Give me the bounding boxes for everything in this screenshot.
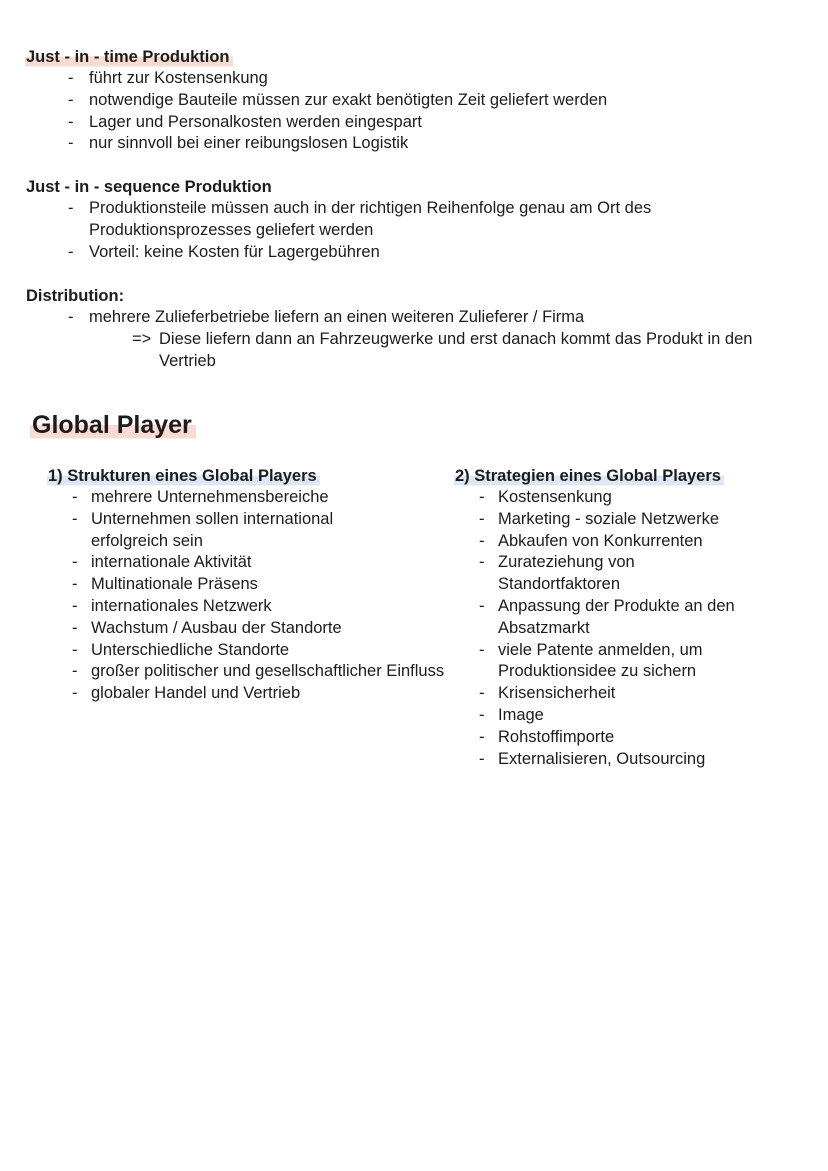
section-title: Just - in - sequence Produktion — [26, 178, 272, 196]
list-item: - Rohstoffimporte — [435, 727, 810, 749]
column-structures — [48, 466, 448, 705]
list-item: - Produktionsteile müssen auch in der richtigen Reihenfolge genau am Ort des Produktionsprozesses geliefert werden — [26, 198, 806, 242]
section-just-in-time — [26, 47, 806, 155]
list-item: - Unternehmen sollen international erfolgreich sein — [28, 509, 448, 553]
section-title: Just - in - time Produktion — [25, 47, 233, 68]
list-item: - Wachstum / Ausbau der Standorte — [28, 618, 448, 640]
list-item: - Unterschiedliche Standorte — [28, 640, 448, 662]
list-item: - mehrere Zulieferbetriebe liefern an einen weiteren Zulieferer / Firma — [26, 307, 806, 329]
list-item: - mehrere Unternehmensbereiche — [28, 487, 448, 509]
global-player-title: Global Player — [30, 409, 196, 441]
column-title: 1) Strukturen eines Global Players — [47, 466, 320, 487]
list-item: - globaler Handel und Vertrieb — [28, 683, 448, 705]
list-item: - Externalisieren, Outsourcing — [435, 749, 810, 771]
list-item: - nur sinnvoll bei einer reibungslosen Logistik — [26, 133, 806, 155]
bullet-list — [28, 487, 448, 705]
list-item: - Abkaufen von Konkurrenten — [435, 531, 810, 553]
list-item: - großer politischer und gesellschaftlicher Einfluss — [28, 661, 448, 683]
list-item: - Multinationale Präsens — [28, 574, 448, 596]
bullet-list — [435, 487, 810, 770]
list-item: - Krisensicherheit — [435, 683, 810, 705]
column-title: 2) Strategien eines Global Players — [454, 466, 724, 487]
column-strategies — [455, 466, 810, 770]
section-distribution — [26, 286, 806, 372]
bullet-list — [26, 68, 806, 155]
section-title: Distribution: — [26, 287, 125, 305]
list-item: - notwendige Bauteile müssen zur exakt benötigten Zeit geliefert werden — [26, 90, 806, 112]
arrow-note — [26, 329, 806, 373]
arrow-icon: => — [132, 329, 152, 348]
list-item: - Kostensenkung — [435, 487, 810, 509]
bullet-list — [26, 198, 806, 263]
list-item: - internationale Aktivität — [28, 552, 448, 574]
list-item: - Vorteil: keine Kosten für Lagergebühren — [26, 242, 806, 264]
arrow-note-text: Diese liefern dann an Fahrzeugwerke und erst danach kommt das Produkt in den Vertrieb — [159, 329, 753, 370]
list-item: - Image — [435, 705, 810, 727]
list-item: - Zurateziehung von Standortfaktoren — [435, 552, 810, 596]
list-item: - internationales Netzwerk — [28, 596, 448, 618]
bullet-list — [26, 307, 806, 329]
section-just-in-sequence — [26, 177, 806, 263]
list-item: - viele Patente anmelden, um Produktionsidee zu sichern — [435, 640, 810, 684]
list-item: - Marketing - soziale Netzwerke — [435, 509, 810, 531]
list-item: - führt zur Kostensenkung — [26, 68, 806, 90]
list-item: - Lager und Personalkosten werden eingespart — [26, 112, 806, 134]
list-item: - Anpassung der Produkte an den Absatzmarkt — [435, 596, 810, 640]
